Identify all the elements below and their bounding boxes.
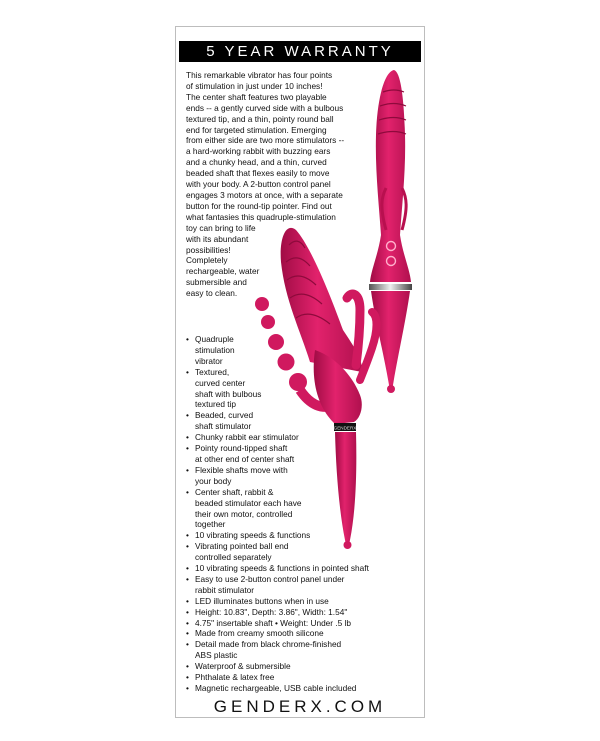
feature-line: rabbit stimulator (195, 584, 255, 595)
feature-line: • 4.75" insertable shaft • Weight: Under .5 lb (195, 617, 352, 628)
warranty-banner: 5 YEAR WARRANTY (179, 41, 421, 62)
feature-line: stimulation (195, 344, 235, 355)
feature-line: • Magnetic rechargeable, USB cable included (195, 683, 357, 693)
feature-line: • Detail made from black chrome-finished (195, 639, 342, 650)
feature-line: textured tip (195, 399, 237, 410)
feature-line: controlled separately (195, 552, 272, 563)
bent-vibrator-image (255, 228, 377, 549)
description-line: from either side are two more stimulators -- (186, 135, 345, 146)
feature-line: • Quadruple (195, 334, 234, 344)
description-line: This remarkable vibrator has four points (186, 70, 333, 80)
feature-line: • Height: 10.83", Depth: 3.86", Width: 1.54" (195, 606, 348, 617)
feature-line: beaded stimulator each have (195, 497, 302, 508)
website-footer: GENDERX.COM (213, 697, 387, 716)
feature-line: • Flexible shafts move with (195, 464, 288, 475)
feature-line: curved center (195, 377, 246, 388)
feature-line: • Pointy round-tipped shaft (195, 443, 288, 454)
description-line: of stimulation in just under 10 inches! (186, 80, 323, 91)
feature-line: • Chunky rabbit ear stimulator (195, 432, 299, 443)
description-line: submersible and (186, 277, 247, 288)
feature-line: • 10 vibrating speeds & functions (195, 530, 311, 541)
description-line: end for targeted stimulation. Emerging (186, 124, 327, 135)
feature-line: your body (195, 475, 232, 486)
description-line: what fantasies this quadruple-stimulation (186, 211, 336, 222)
band-brand-text: GENDERX (333, 425, 357, 431)
feature-line: • Vibrating pointed ball end (195, 541, 289, 552)
feature-line: • 10 vibrating speeds & functions in pointed shaft (195, 563, 369, 574)
feature-line: • Textured, (195, 366, 230, 377)
feature-line: • Beaded, curved (195, 410, 254, 421)
feature-line: • Made from creamy smooth silicone (195, 628, 324, 639)
chrome-band (369, 284, 412, 290)
description-line: with your body. A 2-button control panel (186, 179, 331, 190)
feature-line: shaft stimulator (195, 421, 252, 432)
description-line: textured tip, and a thin, pointy round ball (186, 113, 334, 124)
feature-line: • Phthalate & latex free (195, 672, 275, 683)
description-line: beaded shaft that flexes easily to move (186, 168, 330, 179)
feature-line: • Easy to use 2-button control panel under (195, 573, 345, 584)
description-line: The center shaft features two playable (186, 91, 327, 102)
description-line: and a chunky head, and a thin, curved (186, 157, 327, 168)
description-line: ends -- a gently curved side with a bulbous (186, 102, 344, 113)
feature-line: vibrator (195, 355, 223, 366)
feature-line: ABS plastic (195, 650, 238, 661)
description-line: Completely (186, 255, 228, 266)
description-line: a hard-working rabbit with buzzing ears (186, 146, 331, 157)
description-line: engages 3 motors at once, with a separate (186, 189, 343, 200)
description-line: toy can bring to life (186, 222, 256, 233)
feature-line: together (195, 519, 226, 530)
feature-line: • Waterproof & submersible (195, 661, 291, 672)
feature-line: at other end of center shaft (195, 453, 295, 464)
description-line: easy to clean. (186, 288, 238, 299)
description-line: rechargeable, water (186, 266, 260, 277)
description-line: with its abundant (186, 233, 249, 244)
feature-line: their own motor, controlled (195, 508, 293, 519)
feature-line: • Center shaft, rabbit & (195, 486, 274, 497)
feature-line: • LED illuminates buttons when in use (195, 595, 329, 606)
description-line: possibilities! (186, 244, 231, 255)
feature-line: shaft with bulbous (195, 388, 262, 399)
description-line: button for the round-tip pointer. Find out (186, 200, 332, 211)
